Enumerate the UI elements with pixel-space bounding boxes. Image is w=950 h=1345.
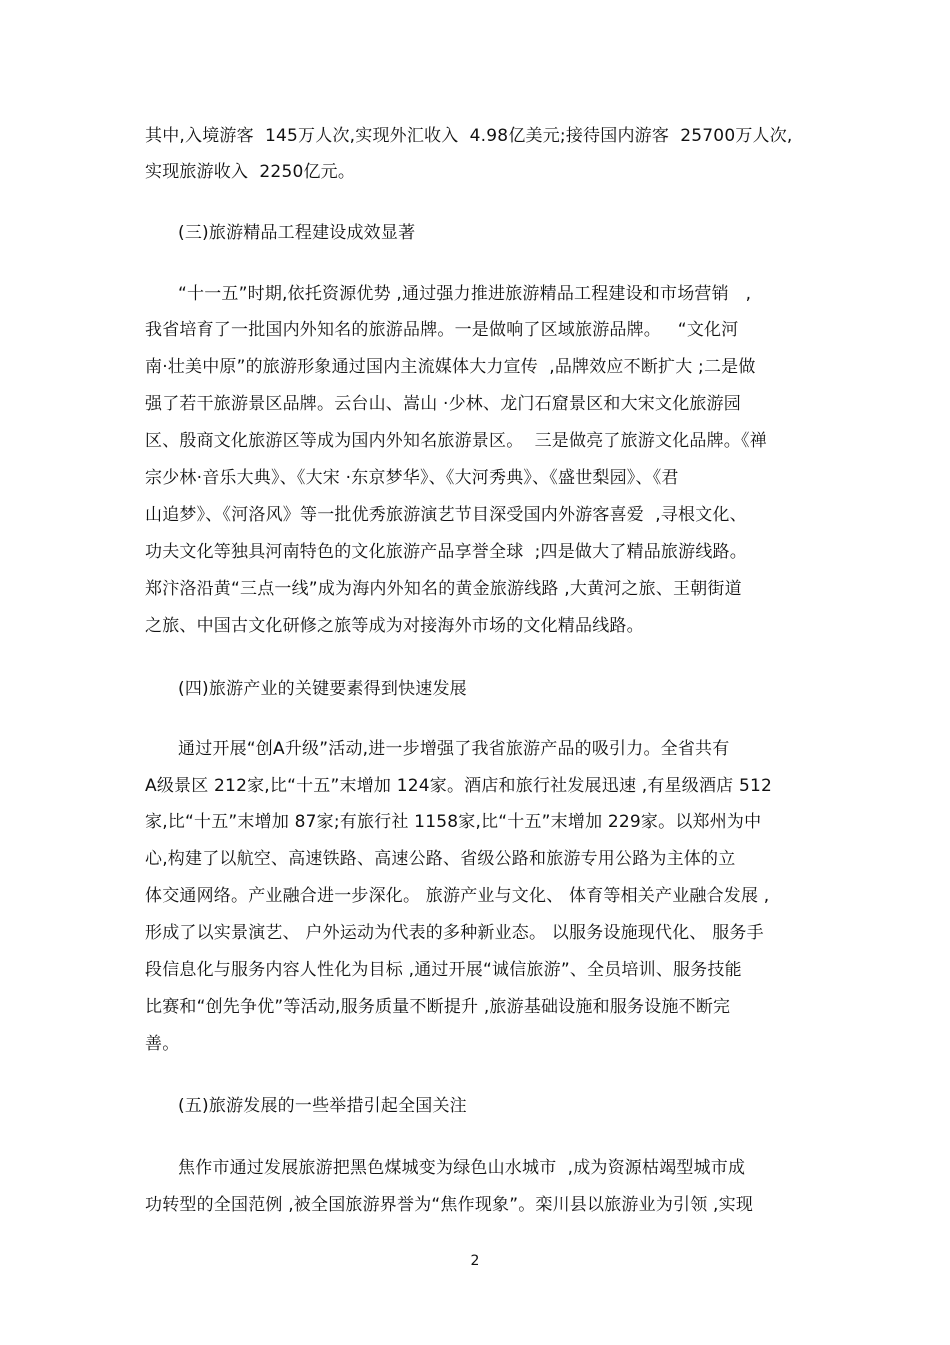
body-text-line: 体交通网络。产业融合进一步深化。 旅游产业与文化、 体育等相关产业融合发展 , [145,886,770,906]
section-heading: (三)旅游精品工程建设成效显著 [178,223,416,243]
body-text-line: “十一五”时期,依托资源优势 ,通过强力推进旅游精品工程建设和市场营销 , [178,284,752,304]
body-text-line: 强了若干旅游景区品牌。云台山、嵩山 ·少林、龙门石窟景区和大宋文化旅游园 [145,394,742,414]
body-text-line: 宗少林·音乐大典》、《大宋 ·东京梦华》、《大河秀典》、《盛世梨园》、《君 [145,468,679,488]
body-text-line: 我省培育了一批国内外知名的旅游品牌。一是做响了区域旅游品牌。 “文化河 [145,320,739,340]
body-text-line: 功转型的全国范例 ,被全国旅游界誉为“焦作现象”。栾川县以旅游业为引领 ,实现 [145,1195,754,1215]
section-heading: (四)旅游产业的关键要素得到快速发展 [178,679,467,699]
section-heading: (五)旅游发展的一些举措引起全国关注 [178,1096,467,1116]
body-text-line: 比赛和“创先争优”等活动,服务质量不断提升 ,旅游基础设施和服务设施不断完 [145,997,731,1017]
body-text-line: 之旅、中国古文化研修之旅等成为对接海外市场的文化精品线路。 [145,616,644,636]
body-text-line: 南·壮美中原”的旅游形象通过国内主流媒体大力宣传 ,品牌效应不断扩大 ;二是做 [145,357,756,377]
body-text-line: 通过开展“创A升级”活动,进一步增强了我省旅游产品的吸引力。全省共有 [178,739,730,759]
page-number: 2 [470,1253,480,1269]
body-text-line: 家,比“十五”末增加 87家;有旅行社 1158家,比“十五”末增加 229家。以郑州为中 [145,812,762,832]
body-text-line: 功夫文化等独具河南特色的文化旅游产品享誉全球 ;四是做大了精品旅游线路。 [145,542,747,562]
body-text-line: A级景区 212家,比“十五”末增加 124家。酒店和旅行社发展迅速 ,有星级酒店 512 [145,776,773,796]
body-text-line: 善。 [145,1034,180,1054]
body-text-line: 郑汴洛沿黄“三点一线”成为海内外知名的黄金旅游线路 ,大黄河之旅、王朝街道 [145,579,742,599]
body-text-line: 实现旅游收入 2250亿元。 [145,162,356,182]
body-text-line: 区、殷商文化旅游区等成为国内外知名旅游景区。 三是做亮了旅游文化品牌。《禅 [145,431,767,451]
body-text-line: 山追梦》、《河洛风》等一批优秀旅游演艺节目深受国内外游客喜爱 ,寻根文化、 [145,505,747,525]
body-text-line: 形成了以实景演艺、 户外运动为代表的多种新业态。 以服务设施现代化、 服务手 [145,923,764,943]
body-text-line: 心,构建了以航空、高速铁路、高速公路、省级公路和旅游专用公路为主体的立 [145,849,736,869]
body-text-line: 其中,入境游客 145万人次,实现外汇收入 4.98亿美元;接待国内游客 25700万人次, [145,126,793,146]
body-text-line: 段信息化与服务内容人性化为目标 ,通过开展“诚信旅游”、全员培训、服务技能 [145,960,742,980]
body-text-line: 焦作市通过发展旅游把黑色煤城变为绿色山水城市 ,成为资源枯竭型城市成 [178,1158,746,1178]
